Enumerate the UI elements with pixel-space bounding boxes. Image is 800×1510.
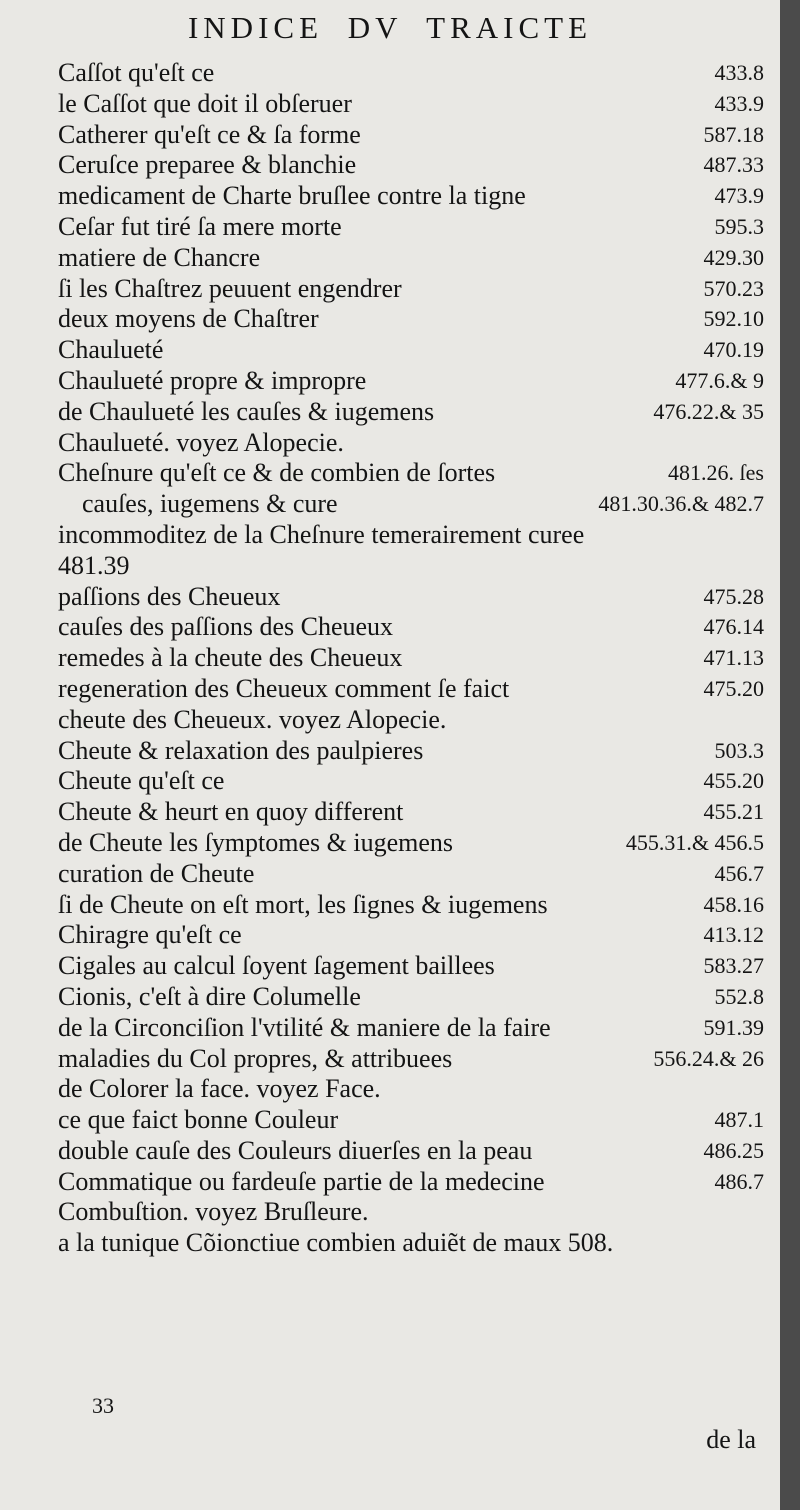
entry-text: incommoditez de la Cheſnure temerairement curee bbox=[58, 519, 585, 549]
index-entry bbox=[58, 582, 764, 613]
entry-text: Combuſtion. voyez Bruſleure. bbox=[58, 1197, 369, 1227]
index-entry bbox=[58, 181, 764, 212]
entry-reference: 433.9 bbox=[714, 90, 764, 116]
index-entry bbox=[58, 1074, 764, 1105]
entry-reference: 487.33 bbox=[703, 152, 764, 178]
index-entry bbox=[58, 982, 764, 1013]
entry-reference: 591.39 bbox=[703, 1014, 764, 1040]
index-entry bbox=[58, 551, 764, 582]
entry-text: Catherer qu'eſt ce & ſa forme bbox=[58, 119, 361, 149]
entry-text: ſi les Chaſtrez peuuent engendrer bbox=[58, 273, 402, 303]
index-entry bbox=[58, 1105, 764, 1136]
entry-reference: 583.27 bbox=[703, 953, 764, 979]
entry-reference: 476.14 bbox=[703, 614, 764, 640]
index-entry bbox=[58, 428, 764, 459]
entry-text: Cheute qu'eſt ce bbox=[58, 766, 225, 796]
entry-text: remedes à la cheute des Cheueux bbox=[58, 643, 403, 673]
entry-reference: 471.13 bbox=[703, 645, 764, 671]
entry-text: maladies du Col propres, & attribuees bbox=[58, 1043, 453, 1073]
entry-reference: 503.3 bbox=[714, 737, 764, 763]
entry-reference: 455.20 bbox=[703, 768, 764, 794]
entry-reference: 481.26. ſes bbox=[668, 460, 764, 486]
index-entry bbox=[58, 705, 764, 736]
entry-reference: 475.28 bbox=[703, 583, 764, 609]
index-entry bbox=[58, 212, 764, 243]
entry-text: deux moyens de Chaſtrer bbox=[58, 304, 319, 334]
page-edge bbox=[780, 0, 800, 1510]
index-entry bbox=[58, 674, 764, 705]
entry-text: Cheute & relaxation des paulpieres bbox=[58, 735, 424, 765]
entry-text: cheute des Cheueux. voyez Alopecie. bbox=[58, 704, 447, 734]
entry-reference: 470.19 bbox=[703, 337, 764, 363]
entry-reference: 570.23 bbox=[703, 275, 764, 301]
index-entry bbox=[58, 150, 764, 181]
entry-text: Cheute & heurt en quoy different bbox=[58, 797, 404, 827]
entry-reference: 592.10 bbox=[703, 306, 764, 332]
index-entry bbox=[58, 1013, 764, 1044]
entry-reference: 476.22.& 35 bbox=[653, 398, 764, 424]
index-entry bbox=[58, 643, 764, 674]
entry-reference: 455.31.& 456.5 bbox=[625, 829, 764, 855]
index-entry bbox=[58, 951, 764, 982]
index-entry bbox=[58, 458, 764, 489]
index-entry bbox=[58, 1044, 764, 1075]
entry-reference: 481.30.36.& 482.7 bbox=[598, 491, 764, 517]
entry-text: cauſes des paſſions des Cheueux bbox=[58, 612, 394, 642]
page-number: 33 bbox=[92, 1393, 114, 1418]
index-entry bbox=[58, 397, 764, 428]
entry-reference: 486.25 bbox=[703, 1137, 764, 1163]
index-entries bbox=[58, 58, 764, 1259]
entry-reference: 475.20 bbox=[703, 675, 764, 701]
index-entry bbox=[58, 920, 764, 951]
entry-reference: 429.30 bbox=[703, 244, 764, 270]
entry-text: Cionis, c'eſt à dire Columelle bbox=[58, 981, 361, 1011]
entry-text: Ceruſce preparee & blanchie bbox=[58, 150, 357, 180]
index-entry bbox=[58, 859, 764, 890]
entry-text: cauſes, iugemens & cure bbox=[82, 489, 338, 519]
entry-reference: 487.1 bbox=[714, 1107, 764, 1133]
entry-text: Caſſot qu'eſt ce bbox=[58, 58, 215, 87]
index-entry bbox=[58, 274, 764, 305]
entry-reference: 455.21 bbox=[703, 799, 764, 825]
entry-reference: 595.3 bbox=[714, 213, 764, 239]
entry-text: Chaulueté propre & impropre bbox=[58, 365, 367, 395]
entry-text: medicament de Charte bruſlee contre la tigne bbox=[58, 181, 526, 211]
entry-text: regeneration des Cheueux comment ſe faict bbox=[58, 673, 510, 703]
index-entry bbox=[58, 766, 764, 797]
index-entry bbox=[58, 1228, 764, 1259]
entry-text: de Colorer la face. voyez Face. bbox=[58, 1074, 381, 1104]
entry-text: a la tunique Cõionctiue combien aduiẽt de maux 508. bbox=[58, 1228, 614, 1258]
entry-text: le Caſſot que doit il obſeruer bbox=[58, 88, 352, 118]
entry-text: Chaulueté bbox=[58, 335, 164, 365]
index-entry bbox=[58, 1167, 764, 1198]
page-header: INDICE DV TRAICTE bbox=[187, 10, 593, 45]
entry-text: de Chaulueté les cauſes & iugemens bbox=[58, 396, 435, 426]
entry-text: Ceſar fut tiré ſa mere morte bbox=[58, 211, 342, 241]
index-entry bbox=[58, 1136, 764, 1167]
index-entry bbox=[58, 89, 764, 120]
index-entry bbox=[58, 335, 764, 366]
entry-text: Cigales au calcul ſoyent ſagement baillees bbox=[58, 951, 495, 981]
entry-text: de Cheute les ſymptomes & iugemens bbox=[58, 827, 453, 857]
entry-text: ſi de Cheute on eſt mort, les ſignes & iugemens bbox=[58, 889, 548, 919]
entry-reference: 486.7 bbox=[714, 1168, 764, 1194]
entry-reference: 433.8 bbox=[714, 60, 764, 85]
entry-reference: 456.7 bbox=[714, 860, 764, 886]
entry-text: 481.39 bbox=[58, 550, 130, 580]
index-entry bbox=[58, 797, 764, 828]
index-entry bbox=[58, 120, 764, 151]
entry-text: Chiragre qu'eſt ce bbox=[58, 920, 242, 950]
entry-text: Chaulueté. voyez Alopecie. bbox=[58, 427, 344, 457]
entry-text: Cheſnure qu'eſt ce & de combien de ſortes bbox=[58, 458, 496, 488]
entry-text: matiere de Chancre bbox=[58, 242, 261, 272]
entry-reference: 458.16 bbox=[703, 891, 764, 917]
entry-reference: 587.18 bbox=[703, 121, 764, 147]
index-entry bbox=[58, 489, 764, 520]
entry-text: ce que faict bonne Couleur bbox=[58, 1105, 339, 1135]
index-entry bbox=[58, 520, 764, 551]
index-entry bbox=[58, 243, 764, 274]
index-entry bbox=[58, 304, 764, 335]
index-entry bbox=[58, 612, 764, 643]
index-entry bbox=[58, 890, 764, 921]
entry-text: paſſions des Cheueux bbox=[58, 581, 281, 611]
entry-reference: 413.12 bbox=[703, 922, 764, 948]
entry-reference: 477.6.& 9 bbox=[675, 367, 764, 393]
index-entry bbox=[58, 828, 764, 859]
entry-reference: 556.24.& 26 bbox=[653, 1045, 764, 1071]
entry-reference: 473.9 bbox=[714, 183, 764, 209]
entry-text: Commatique ou fardeuſe partie de la medecine bbox=[58, 1166, 545, 1196]
index-entry bbox=[58, 366, 764, 397]
entry-reference: 552.8 bbox=[714, 983, 764, 1009]
entry-text: curation de Cheute bbox=[58, 858, 255, 888]
index-entry bbox=[58, 736, 764, 767]
catchword: de la bbox=[706, 1425, 756, 1454]
index-entry bbox=[58, 1197, 764, 1228]
index-entry bbox=[58, 58, 764, 89]
entry-text: de la Circonciſion l'vtilité & maniere de la faire bbox=[58, 1012, 551, 1042]
entry-text: double cauſe des Couleurs diuerſes en la peau bbox=[58, 1135, 533, 1165]
